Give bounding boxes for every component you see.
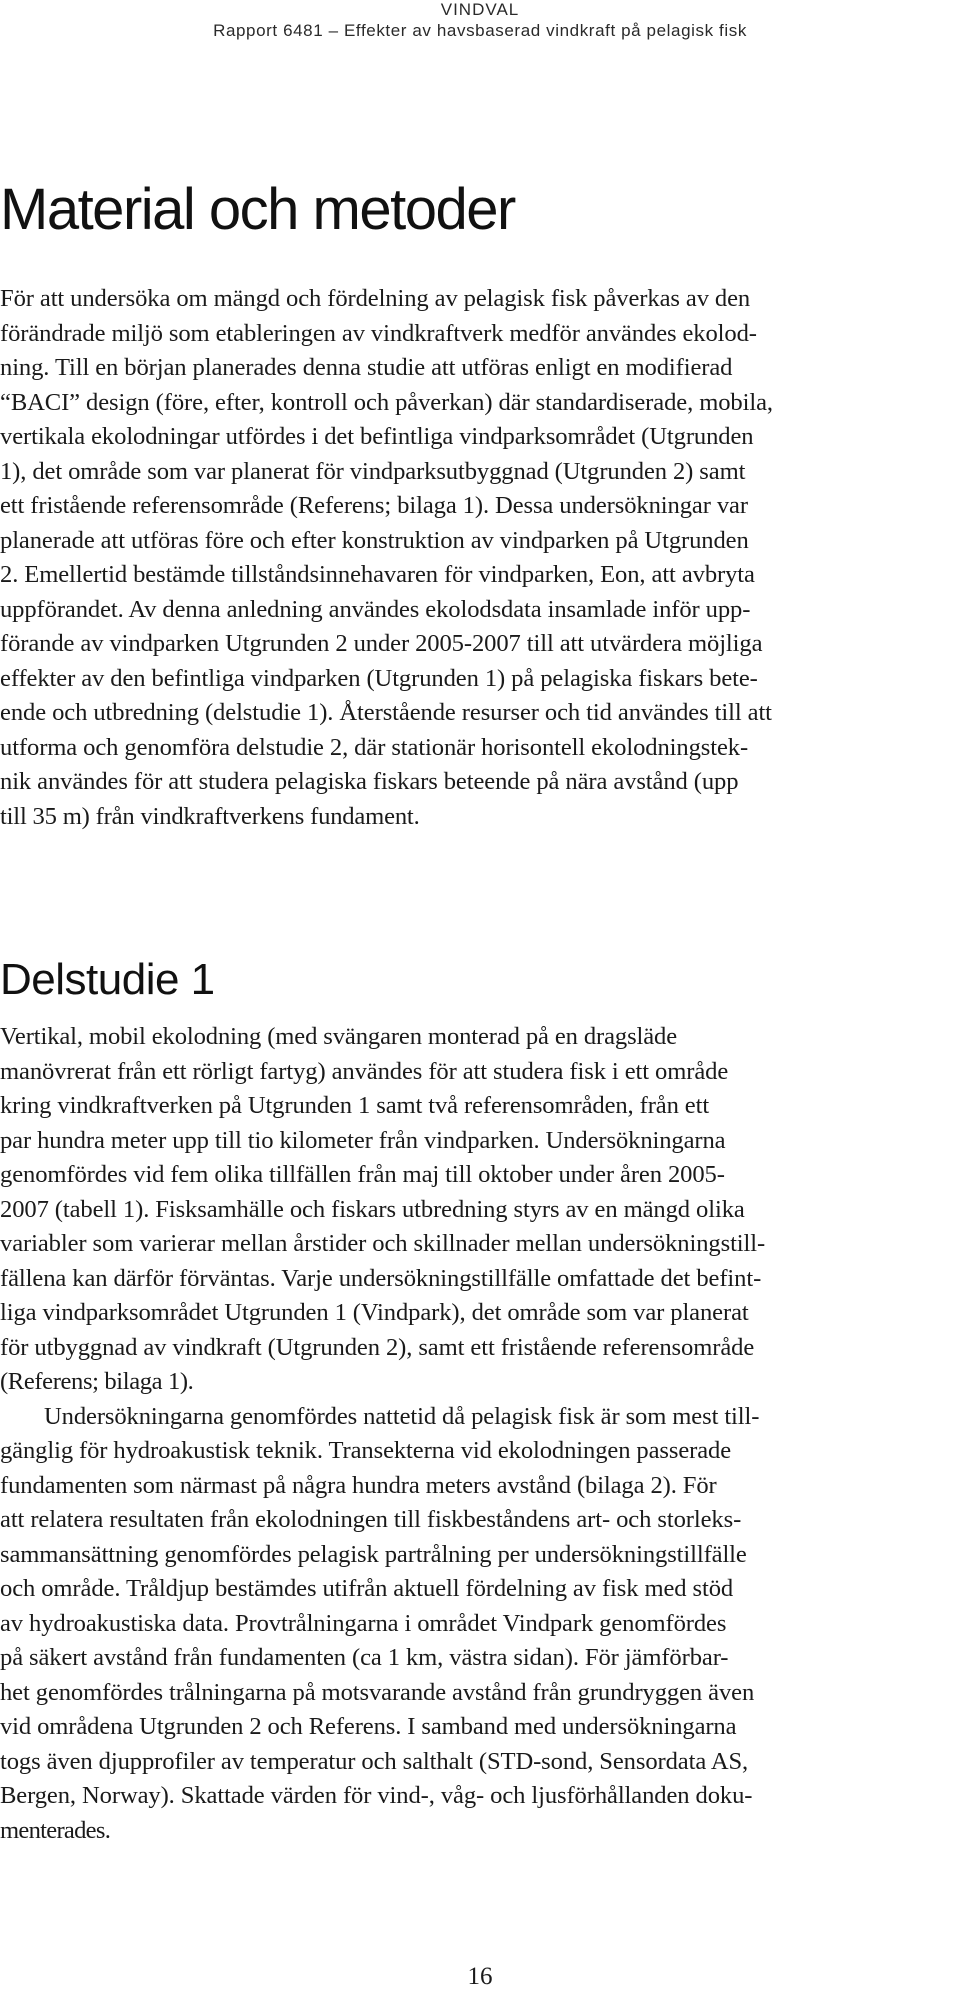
section-heading-delstudie-1: Delstudie 1: [0, 955, 215, 1004]
text-line: ning. Till en början planerades denna studie att utföras enligt en modifierad: [0, 354, 733, 381]
page-number: 16: [467, 1963, 493, 1990]
text-line: planerade att utföras före och efter konstruktion av vindparken på Utgrunden: [0, 526, 749, 554]
text-line: Bergen, Norway). Skattade värden för vind-, våg- och ljusförhållanden doku-: [0, 1782, 753, 1809]
text-line: 2007 (tabell 1). Fisksamhälle och fiskars utbredning styrs av en mängd olika: [0, 1195, 745, 1223]
text-line: Undersökningarna genomfördes nattetid då pelagisk fisk är som mest till-: [44, 1402, 760, 1430]
report-title: Rapport 6481 – Effekter av havsbaserad vindkraft på pelagisk fisk: [213, 21, 747, 40]
text-line: fundamenten som närmast på några hundra meters avstånd (bilaga 2). För: [0, 1471, 717, 1499]
text-line: och område. Tråldjup bestämdes utifrån aktuell fördelning av fisk med stöd: [0, 1575, 734, 1602]
text-line: fällena kan därför förväntas. Varje undersökningstillfälle omfattade det befint-: [0, 1264, 762, 1292]
text-line: ett fristående referensområde (Referens; bilaga 1). Dessa undersökningar var: [0, 492, 748, 519]
text-line: av hydroakustiska data. Provtrålningarna i området Vindpark genomfördes: [0, 1609, 727, 1637]
intro-paragraph: [0, 282, 960, 834]
text-line: gänglig för hydroakustisk teknik. Transekterna vid ekolodningen passerade: [0, 1437, 732, 1464]
text-line: (Referens; bilaga 1).: [0, 1368, 194, 1395]
text-line: manövrerat från ett rörligt fartyg) användes för att studera fisk i ett område: [0, 1057, 729, 1085]
text-line: sammansättning genomfördes pelagisk partrålning per undersökningstillfälle: [0, 1540, 747, 1568]
text-line: variabler som varierar mellan årstider och skillnader mellan undersökningstill-: [0, 1230, 766, 1257]
text-line: kring vindkraftverken på Utgrunden 1 samt två referensområden, från ett: [0, 1092, 710, 1119]
text-line: utforma och genomföra delstudie 2, där stationär horisontell ekolodningstek-: [0, 733, 749, 761]
text-line: För att undersöka om mängd och fördelning av pelagisk fisk påverkas av den: [0, 285, 751, 312]
text-line: effekter av den befintliga vindparken (Utgrunden 1) på pelagiska fiskars bete-: [0, 664, 758, 692]
text-line: för utbyggnad av vindkraft (Utgrunden 2), samt ett fristående referensområde: [0, 1333, 755, 1361]
text-line: vid områdena Utgrunden 2 och Referens. I samband med undersökningarna: [0, 1713, 737, 1740]
text-line: togs även djupprofiler av temperatur och salthalt (STD-sond, Sensordata AS,: [0, 1747, 749, 1775]
text-line: “BACI” design (före, efter, kontroll och påverkan) där standardiserade, mobila,: [0, 388, 773, 416]
delstudie-1-body: [0, 1020, 960, 1848]
running-head: [0, 0, 960, 42]
text-line: het genomfördes trålningarna på motsvarande avstånd från grundryggen även: [0, 1678, 755, 1706]
text-line: 2. Emellertid bestämde tillståndsinnehavaren för vindparken, Eon, att avbryta: [0, 561, 755, 588]
text-line: genomfördes vid fem olika tillfällen från maj till oktober under åren 2005-: [0, 1161, 725, 1188]
text-line: menterades.: [0, 1816, 111, 1844]
text-line: förande av vindparken Utgrunden 2 under 2005-2007 till att utvärdera möjliga: [0, 630, 763, 657]
text-line: ende och utbredning (delstudie 1). Återstående resurser och tid användes till att: [0, 699, 772, 726]
text-line: vertikala ekolodningar utfördes i det befintliga vindparksområdet (Utgrunden: [0, 423, 754, 450]
text-line: 1), det område som var planerat för vindparksutbyggnad (Utgrunden 2) samt: [0, 457, 746, 485]
text-line: liga vindparksområdet Utgrunden 1 (Vindpark), det område som var planerat: [0, 1299, 749, 1326]
text-line: förändrade miljö som etableringen av vindkraftverk medför användes ekolod-: [0, 319, 757, 347]
series-name: VINDVAL: [440, 0, 520, 19]
text-line: par hundra meter upp till tio kilometer från vindparken. Undersökningarna: [0, 1126, 726, 1154]
text-line: Vertikal, mobil ekolodning (med svängaren monterad på en dragsläde: [0, 1023, 677, 1050]
text-line: på säkert avstånd från fundamenten (ca 1 km, västra sidan). För jämförbar-: [0, 1644, 729, 1671]
text-line: uppförandet. Av denna anledning användes ekolodsdata insamlade inför upp-: [0, 595, 751, 623]
page-title: Material och metoder: [0, 177, 515, 242]
text-line: att relatera resultaten från ekolodningen till fiskbeståndens art- och storleks-: [0, 1506, 742, 1533]
text-line: till 35 m) från vindkraftverkens fundament.: [0, 802, 420, 830]
text-line: nik användes för att studera pelagiska fiskars beteende på nära avstånd (upp: [0, 768, 739, 795]
